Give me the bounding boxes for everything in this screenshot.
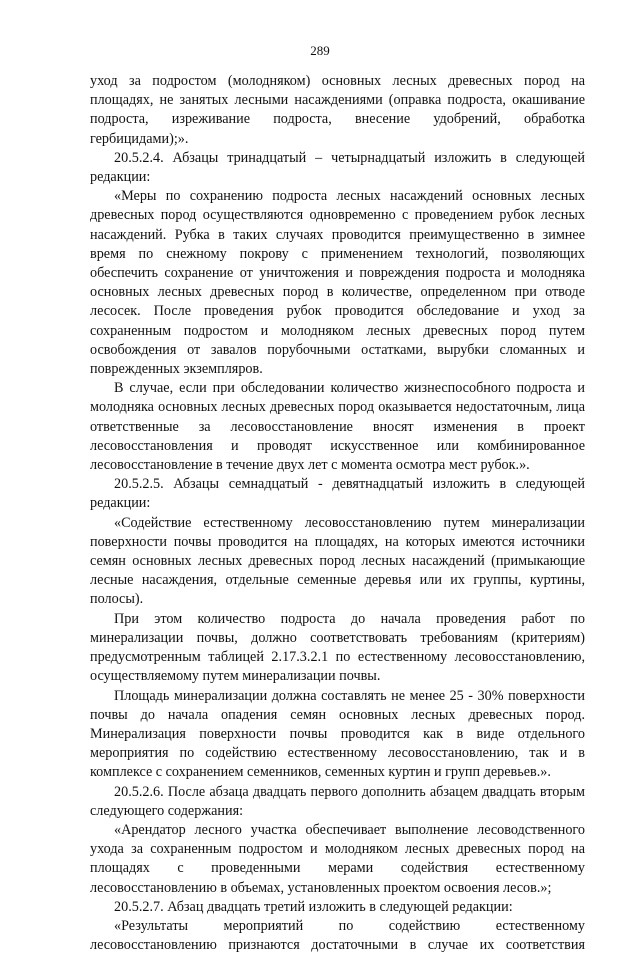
paragraph: «Арендатор лесного участка обеспечивает выполнение лесоводственного ухода за сохраненным подростом и молодняком лесных древесных пород на площадях с проведенными мерами содействия естественному лесовосстановлению в объемах, установленных проектом освоения лесов.»;	[90, 821, 585, 896]
paragraph: При этом количество подроста до начала проведения работ по минерализации почвы, должно соответствовать требованиям (критериям) предусмотренным таблицей 2.17.3.2.1 по естественному лесовосстановлению, осуществляемому путем минерализации почвы.	[90, 610, 585, 685]
paragraph: 20.5.2.4. Абзацы тринадцатый – четырнадцатый изложить в следующей редакции:	[90, 149, 585, 186]
paragraph: «Содействие естественному лесовосстановлению путем минерализации поверхности почвы проводится на площадях, на которых имеются источники семян основных лесных древесных пород лесных насаждений (примыкающие лесные насаждения, отдельные семенные деревья или их группы, куртины, полосы).	[90, 514, 585, 608]
document-body	[90, 72, 585, 955]
page-number: 289	[310, 43, 330, 58]
paragraph: «Меры по сохранению подроста лесных насаждений основных лесных древесных пород осуществляются одновременно с проведением рубок лесных насаждений. Рубка в таких случаях проводится преимущественно в зимнее время по снежному покрову с применением технологий, позволяющих обеспечить сохранение от уничтожения и повреждения подроста и молодняка основных лесных древесных пород в количестве, определенном при отводе лесосек. После проведения рубок проводится обследование и уход за сохраненным подростом и молодняком лесных древесных пород путем освобождения от завалов порубочными остатками, вырубки сломанных и поврежденных экземпляров.	[90, 188, 585, 378]
paragraph: уход за подростом (молодняком) основных лесных древесных пород на площадях, не занятых лесными насаждениями (оправка подроста, окашивание подроста, изреживание подроста, внесение удобрений, обработка гербицидами);».	[90, 73, 585, 147]
paragraph: «Результаты мероприятий по содействию естественному лесовосстановлению признаются достаточными в случае их соответствия	[90, 917, 585, 954]
paragraph: Площадь минерализации должна составлять не менее 25 - 30% поверхности почвы до начала опадения семян основных лесных древесных пород. Минерализация поверхности почвы проводится как в виде отдельного мероприятия по содействию естественному лесовосстановлению, так и в комплексе с сохранением семенников, семенных куртин и групп деревьев.».	[90, 687, 585, 781]
paragraph: В случае, если при обследовании количество жизнеспособного подроста и молодняка основных лесных древесных пород оказывается недостаточным, лица ответственные за лесовосстановление вносят изменения в проект лесовосстановления и проводят искусственное или комбинированное лесовосстановление в течение двух лет с момента осмотра мест рубок.».	[90, 380, 585, 474]
paragraph: 20.5.2.7. Абзац двадцать третий изложить в следующей редакции:	[114, 898, 513, 915]
paragraph: 20.5.2.5. Абзацы семнадцатый - девятнадцатый изложить в следующей редакции:	[90, 476, 585, 512]
paragraph: 20.5.2.6. После абзаца двадцать первого дополнить абзацем двадцать вторым следующего содержания:	[90, 783, 585, 819]
